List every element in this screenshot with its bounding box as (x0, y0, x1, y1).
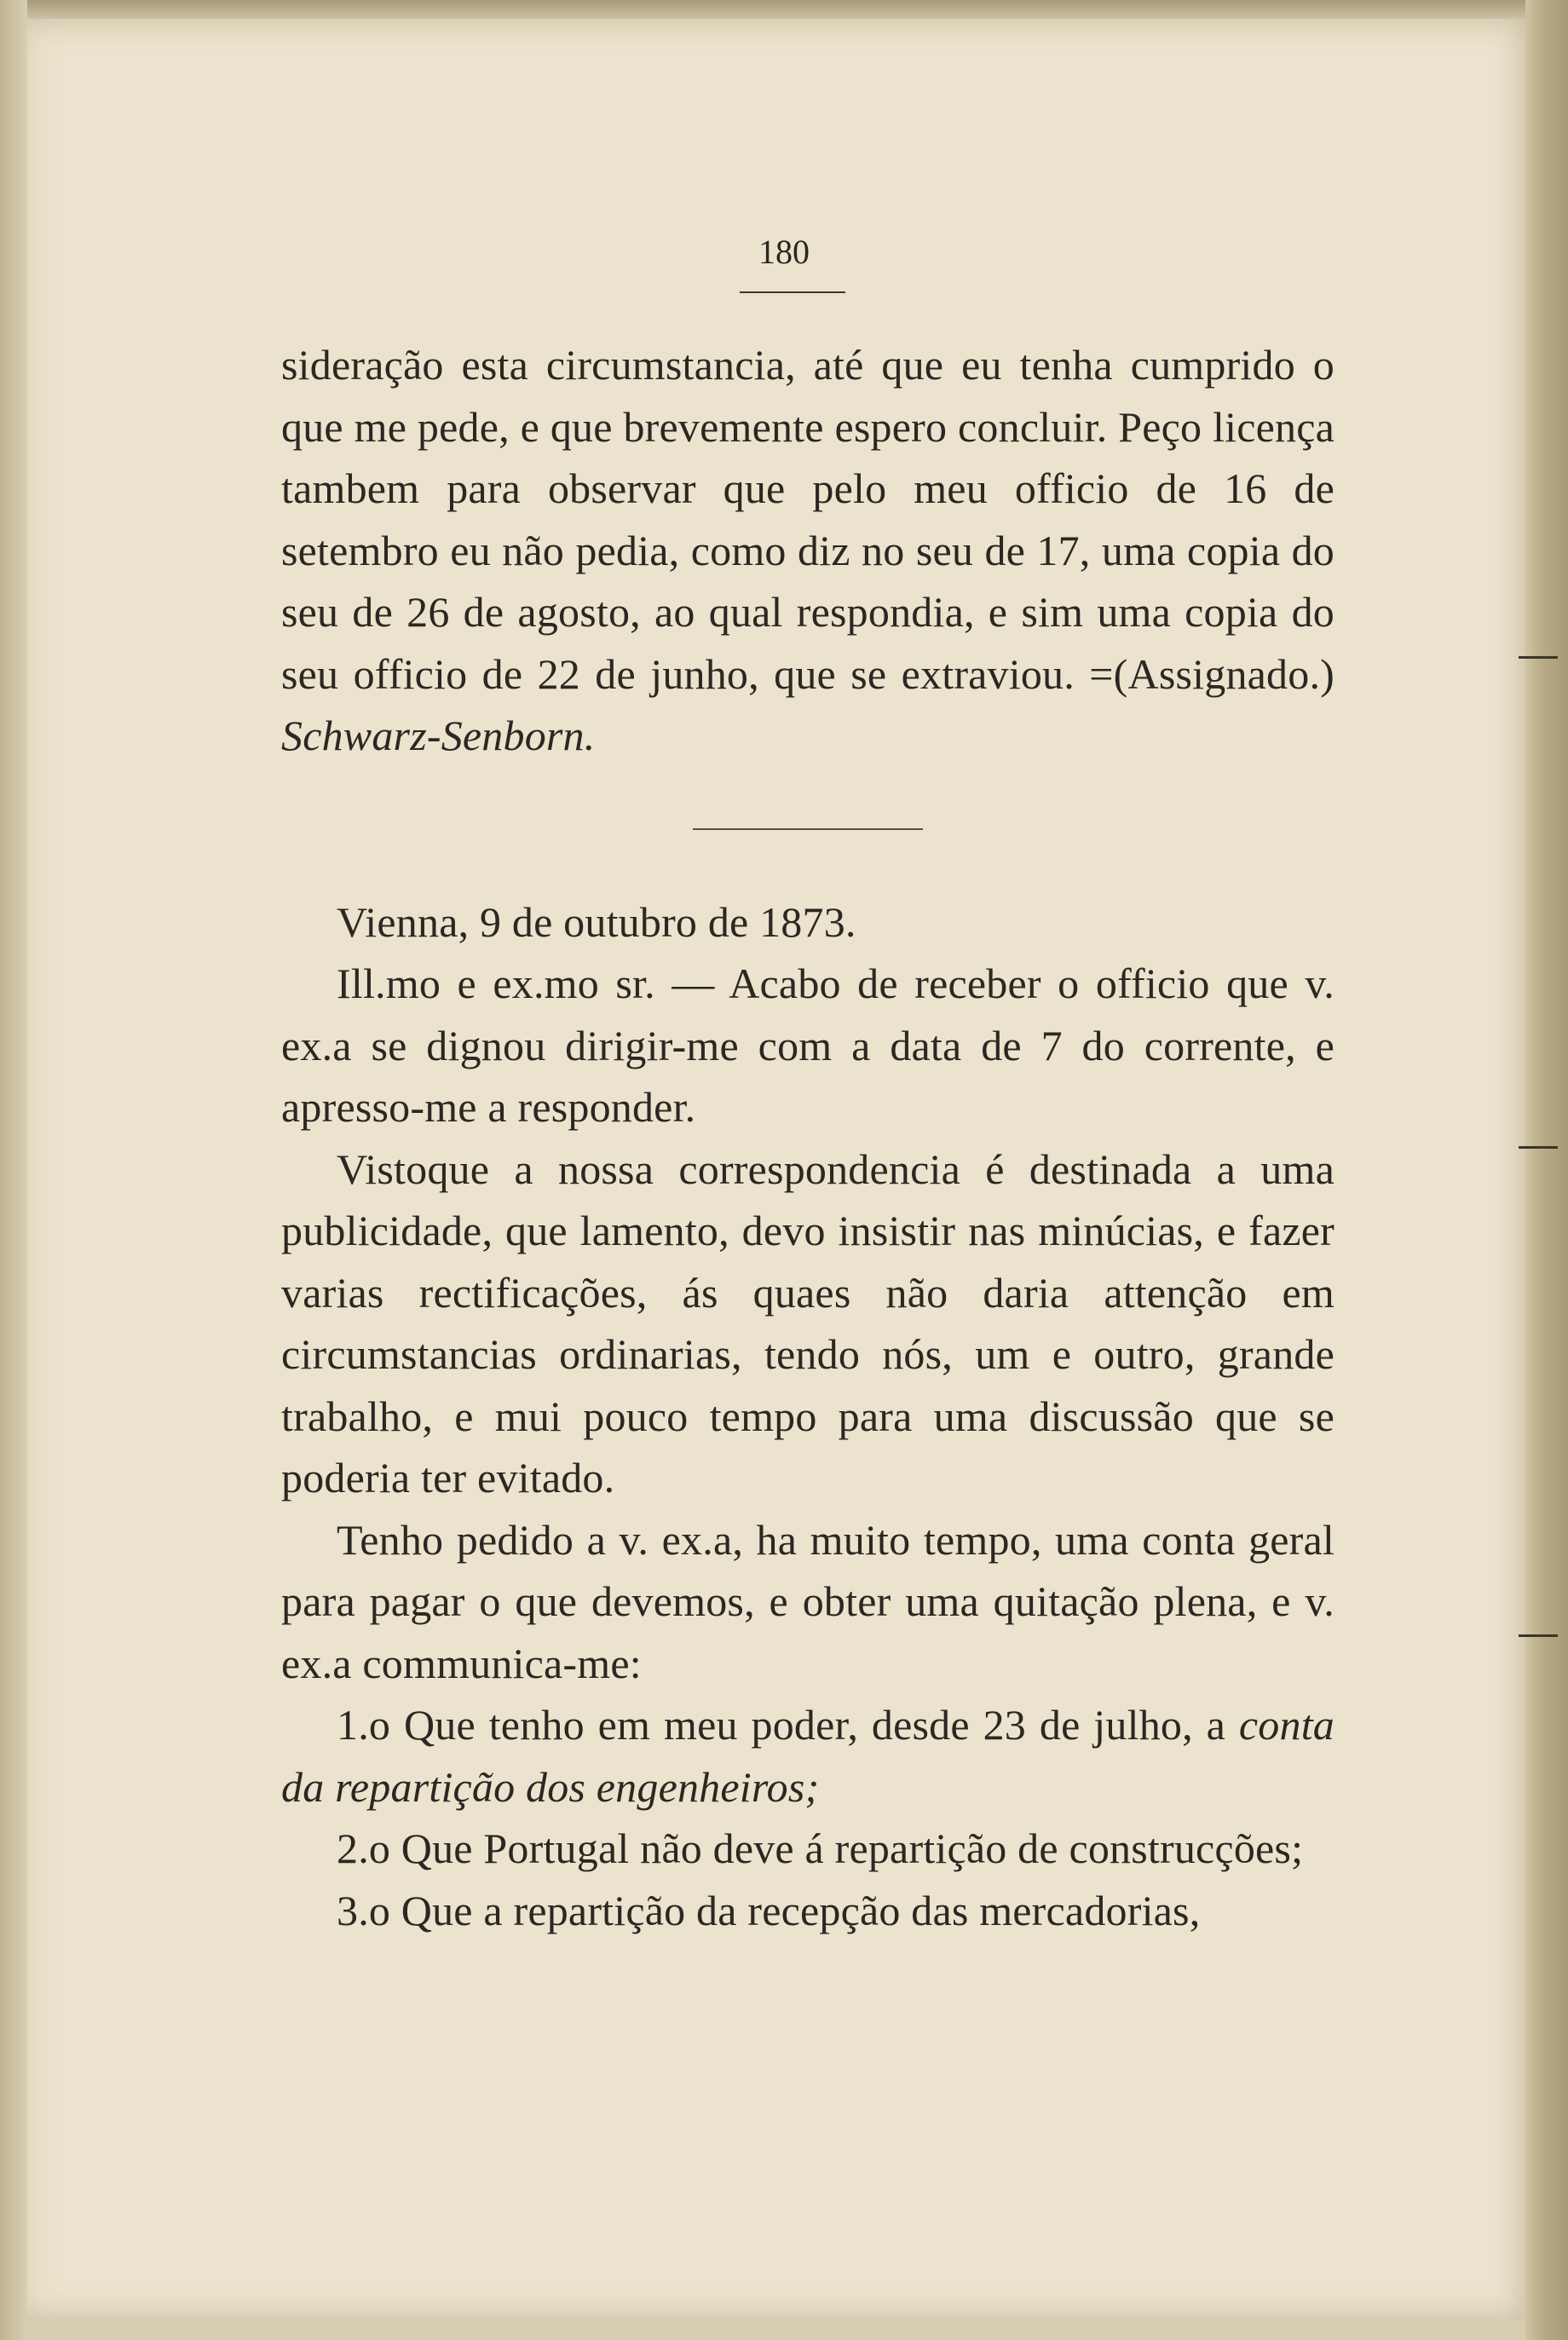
book-left-edge (0, 0, 27, 2340)
book-top-edge (0, 0, 1568, 20)
body-text (281, 334, 1335, 1941)
continuation-text: sideração esta circumstancia, até que eu tenha cumprido o que me pede, e que brevemente espero concluir. Peço licença tambem para observar que pelo meu officio de 16 de setembro eu não pedia, como diz no seu de 17, uma copia do seu de 26 de agosto, ao qual respondia, e sim uma copia do seu officio de 22 de junho, que se extraviou. (281, 341, 1335, 698)
section-divider (693, 828, 923, 830)
list-item-1-text: 1.o Que tenho em meu poder, desde 23 de julho, a (337, 1701, 1239, 1749)
edge-mark (1519, 656, 1558, 659)
list-item-3: 3.o Que a repartição da recepção das mercadorias, (337, 1886, 1201, 1934)
body-paragraph: Tenho pedido a v. ex.a, ha muito tempo, uma conta geral para pagar o que devemos, e obter uma quitação plena, e v. ex.a communica-me: (281, 1515, 1335, 1687)
letter-continuation-paragraph (281, 334, 1335, 767)
edge-mark (1519, 1146, 1558, 1149)
list-item-2: 2.o Que Portugal não deve á repartição de construcções; (337, 1824, 1304, 1872)
book-fore-edge (1525, 0, 1568, 2340)
page-number-rule (740, 291, 845, 293)
page-number: 180 (758, 233, 810, 271)
salutation-paragraph: Ill.mo e ex.mo sr. — Acabo de receber o officio que v. ex.a se dignou dirigir-me com a data de 7 do corrente, e apresso-me a responder. (281, 960, 1335, 1131)
dateline: Vienna, 9 de outubro de 1873. (337, 897, 856, 946)
list-item-1 (281, 1694, 1335, 1818)
signature-prefix: =(Assignado.) (1089, 649, 1335, 698)
list-item-1-italic: conta da repartição dos engenheiros; (281, 1701, 1335, 1811)
edge-mark (1519, 1634, 1558, 1637)
body-paragraph: Vistoque a nossa correspondencia é destinada a uma publicidade, que lamento, devo insistir nas minúcias, e fazer varias rectificações, ás quaes não daria attenção em circumstancias ordinarias, tendo nós, um e outro, grande trabalho, e mui pouco tempo para uma discussão que se poderia ter evitado. (281, 1144, 1335, 1501)
signature-name: Schwarz-Senborn. (281, 712, 596, 759)
